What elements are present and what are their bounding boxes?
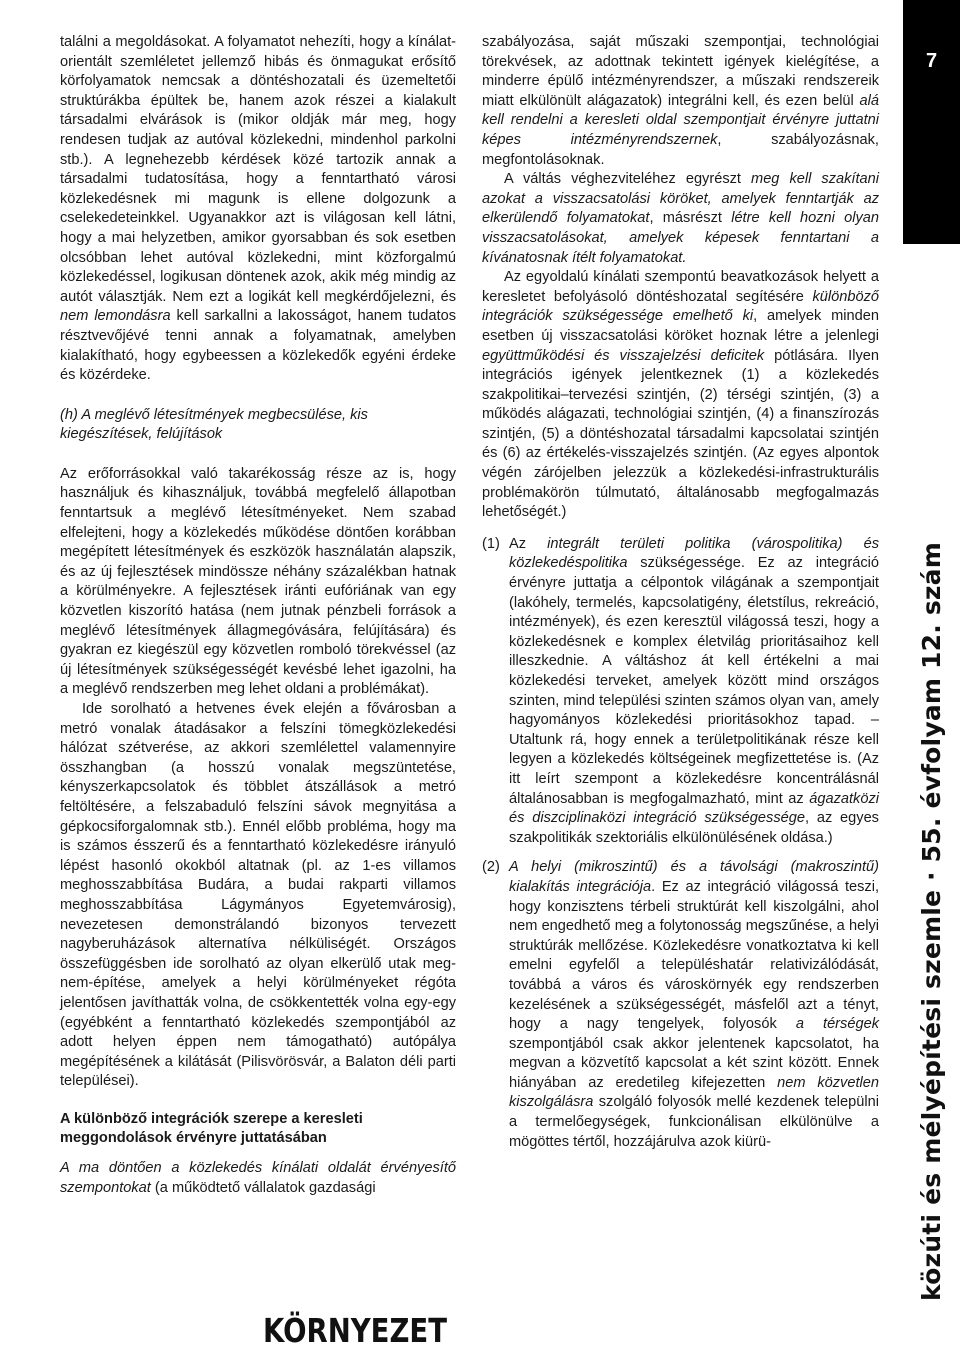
section-heading: A különböző integrációk szerepe a keresleti meggondolások érvényre juttatásában [60, 1110, 363, 1147]
subsection-heading-h: (h) A meglévő létesítmények megbecsülése, kis kiegészítések, felújítások [60, 406, 368, 443]
emphasis: ágazatközi és diszciplinaközi integráció szükségessége [509, 790, 879, 827]
left-paragraph-2: Az erőforrásokkal való takarékosság része az is, hogy használjuk és kihasználjuk, továbbá megfelelő állapotban fenntartsuk a meglévő létesítményeket. Nem szabad elfelejteni, hogy a közlekedés működése döntően korábban megépített létesítmények és eszközök használatán alapszik, és az új fejlesztések mindössze néhány százalékban hatnak a körülményekre. A fejlesztések iránti eufóriának van egy közvetlen kiszorító hatása (nem jutnak pénzbeli források a meglévő létesítmények állagmegóvására, felújítására) és gyakran ez kiegészül egy közvetlen romboló törekvéssel (az új létesítmények szükségességét kevésbé lehet igazolni, ha a meglévő rendszerben meg lehet oldani a problémákat). [60, 465, 456, 698]
list-number: (2) [482, 859, 500, 876]
right-paragraph-1 [482, 33, 879, 170]
left-paragraph-4 [60, 1159, 456, 1198]
text-run: Az [509, 535, 548, 552]
list-item-1 [482, 535, 879, 849]
emphasis: alá kell rendelni a keresleti oldal szempontjait érvényre juttatni képes intézményrendszernek [482, 92, 879, 148]
text-run: , amelyek minden esetben új visszacsatolási köröket hoznak létre a jelenlegi [482, 308, 879, 344]
emphasis: a térségek [795, 1016, 879, 1033]
text-run: (a működtető vállalatok gazdasági [150, 1179, 376, 1196]
left-column [60, 33, 456, 1198]
text-run: , szabályozásnak, megfontolásoknak. [482, 131, 879, 168]
text-run: kell sarkallni a lakosságot, hanem tudatos résztvevőjévé tenni annak a folyamatnak, amelyben kialakítható, hogy egybeessen a közlekedők egyéni érdeke és közérdeke. [60, 308, 456, 384]
text-run: , másrészt [649, 210, 732, 227]
text-run: . Ez az integráció világossá teszi, hogy konzisztens térbeli struktúrát kell kiszolgálni, ahol nem engedhető meg a folytonosság megszűnése, a helyi struktúrák mellőzése. Közlekedésre vonatkoztatva ki kell emelni egyfelől a településhatár relativizálódását, továbbá a város és városkörnyék egy rendszerben kezelésének a szükségességét, másfelől azt a tényt, hogy a nagy tengelyek, folyosók [509, 878, 880, 1033]
list-number: (1) [482, 535, 500, 552]
page-number: 7 [925, 50, 938, 72]
emphasis: különböző integrációk szükségessége emelhető ki [482, 288, 879, 325]
text-run: szükségessége. Ez az integráció érvényre juttatja a célpontok világának a szempontjait (lakóhely, termelés, kapcsolatigény, életstílus, rekreáció, intézmények), és ezen keresztül világossá teszi, hogy a közlekedésnek e komplex életvilág prioritásaihoz kell illeszkednie. A váltáshoz át kell értékelni a mai közlekedési terveket, amelyek között mind országos szinten, mind települési szinten számos olyan van, amely hagyományos közlekedési prioritásokhoz tapad. – Utaltunk rá, hogy ennek a területpolitikának része kell legyen a közlekedés költségeinek megfizettetése is. (Az itt leírt szempont a közlekedésre koncentrálásnál általánosabban is megfogalmazható, mint az [509, 555, 879, 807]
text-run: , az egyes szakpolitikák szektoriális elkülönülésének oldása.) [509, 810, 879, 846]
emphasis: A ma döntően a közlekedés kínálati oldalát érvényesítő szempontokat [60, 1160, 456, 1196]
emphasis: nem lemondásra [60, 308, 171, 325]
text-run: szolgáló folyosók mellé kezdenek települni a termelőegységek, funkcionálisan elkülönülve a mögöttes tértől, hozzájárulva azok kiürü- [509, 1094, 879, 1150]
text-run: Az egyoldalú kínálati szempontú beavatkozások helyett a keresletet befolyásoló döntéshozatal segítésére [482, 269, 879, 305]
emphasis: együttműködési és visszajelzési deficitek [482, 347, 765, 364]
journal-title-vertical: közúti és mélyépítési szemle · 55. évfolyam 12. szám [917, 542, 946, 1301]
emphasis: meg kell szakítani azokat a visszacsatolási köröket, amelyek fenntartják az elkerülendő folyamatokat [482, 171, 879, 227]
logo-text: KÖRNYEZET [263, 1311, 484, 1350]
text-run: találni a megoldásokat. A folyamatot nehezíti, hogy a kínálat-orientált szemléletet jellemző hibás és önmagukat erősítő körfolyamatok nemcsak a döntéshozatali és üzemeltetői struktúrákba épültek be, hanem azok részei a kialakult társadalmi elvárások is (mikor oldják már meg, hogy rendesen tudjak az autóval közlekedni, mindenhol parkolni stb.). A legnehezebb kérdések közé tartozik annak a társadalmi tudatosítása, hogy a fenntartható városi közlekedésnek mi magunk is ellene dolgozunk a cselekedeteinkkel. Ugyanakkor azt is világosan kell látni, hogy a mai helyzetben, amikor gyorsabban és sok esetben olcsóbban lehet autóval közlekedni, mint közforgalmú közlekedéssel, logikusan döntenek azok, akik még mindig az autót választják. Nem ezt a logikát kell megkérdőjelezni, és [60, 34, 456, 305]
emphasis: létre kell hozni olyan visszacsatolásokat, amelyek képesek fenntartani a kívánatosnak ítélt folyamatokat. [482, 210, 880, 266]
right-paragraph-3 [482, 268, 879, 523]
section-logo [262, 1308, 484, 1350]
emphasis: A helyi (mikroszintű) és a távolsági (makroszintű) kialakítás integrációja [509, 859, 879, 895]
text-run: pótlására. Ilyen integrációs igények jelentkeznek (1) a közlekedés szakpolitikai–tervezési szintjén, (2) térségi szintjén, (3) a működés alágazati, technológiai szintjén, (4) a finanszírozás szintjén, (5) a döntéshozatal társadalmi kapcsolatai szintjén és (6) az értékelés-visszajelzés szintjén. (Az egyes alpontok végén zárójelben jelezzük a közlekedési-infrastrukturális problémakörön túlmutató, általánosabb megfogalmazás lehetőségét.) [482, 347, 879, 521]
text-run: szempontjából csak akkor jelentenek kapcsolatot, ha megvan a közvetítő kapcsolat a két szint között. Ennek hiányában az eredetileg kifejezetten [509, 1035, 879, 1091]
left-paragraph-1 [60, 33, 456, 386]
page-number-box [903, 0, 960, 244]
right-paragraph-2 [482, 170, 879, 268]
text-run: A váltás véghezviteléhez egyrészt [504, 171, 752, 188]
emphasis: nem közvetlen kiszolgálásra [509, 1074, 879, 1111]
emphasis: integrált területi politika (várospolitika) és közlekedéspolitika [509, 535, 879, 572]
text-run: szabályozása, saját műszaki szempontjai, technológiai törekvések, az adottnak tekintett igények kielégítése, a minderre épülő intézményrendszer, a műszaki rendszereik miatt elkülönült alágazatok) integrálni kell, és ezen belül [482, 34, 879, 109]
right-column [482, 33, 879, 1152]
left-paragraph-3: Ide sorolható a hetvenes évek elején a fővárosban a metró vonalak átadásakor a felszíni tömegközlekedési hálózat szétverése, az akkori szemlélettel valamennyire összhangban (a hosszú vonalak megszüntetése, kényszerkapcsolatok és többlet átszállások a metró feltöltésére, a felszabaduló felszíni sávok megnyitása a gépkocsiforgalomnak stb.). Ennél előbb probléma, hogy ma is számos ésszerű és a fenntartható közlekedésre irányuló lépést hasonló okokból altatnak (pl. az 1-es villamos meghosszabbítása Budára, a budai rakparti villamos meghosszabbítása Lágymányos Egyetemvárosig), nevezetesen demonstrálandó bizonyos tervezett nagyberuházások alternatíva nélküliségét. Országos összefüggésben ide sorolható az olyan elkerülő utak meg-nem-építése, amelyek a helyi körülményeket régóta jelentősen javíthatták volna, de csökkentették volna egy-egy (egyébként a fenntartható közlekedés szempontjából az adott helyen éppen nem támogatható) autópálya megépítésének a kilátását (Pilisvörösvár, a Balaton déli parti települései). [60, 701, 456, 1090]
list-item-2 [482, 858, 879, 1152]
